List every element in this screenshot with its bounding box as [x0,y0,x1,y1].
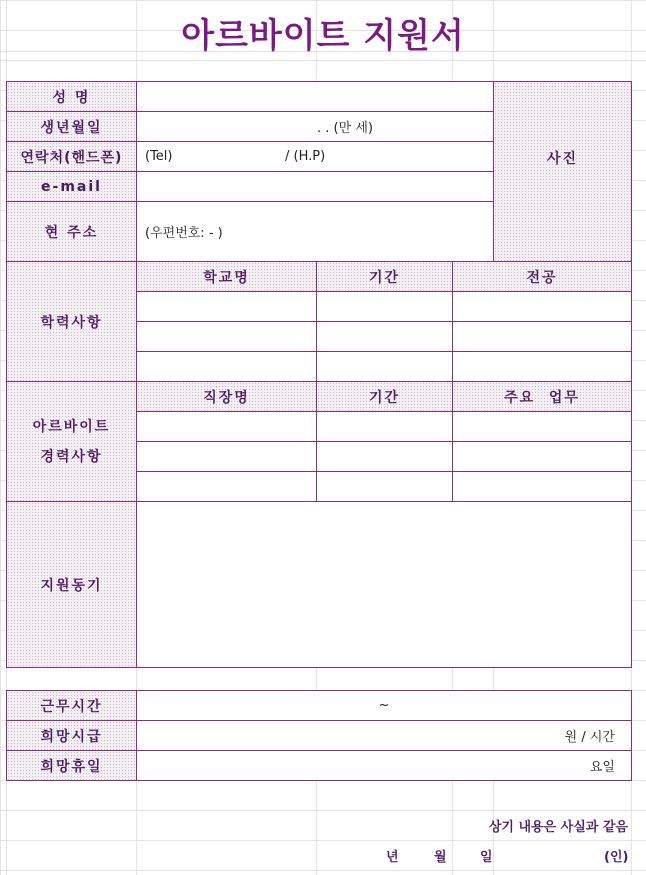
career-cell[interactable] [136,411,317,442]
wage-field[interactable]: 원 / 시간 [136,720,632,751]
career-cell[interactable] [316,471,453,502]
photo-box[interactable]: 사진 [493,81,632,262]
motivation-label: 지원동기 [6,501,137,668]
contact-label: 연락처(핸드폰) [6,141,137,172]
day-label: 일 [480,850,493,865]
month-label: 월 [434,850,447,865]
career-cell[interactable] [136,441,317,472]
hours-label: 근무시간 [6,690,137,721]
career-cell[interactable] [316,411,453,442]
education-cell[interactable] [452,321,632,352]
document-title: 아르바이트 지원서 [181,16,465,56]
seal-label: (인) [604,850,629,865]
career-label [6,381,137,502]
career-cell[interactable] [136,471,317,502]
career-cell[interactable] [452,411,632,442]
career-label-line1: 아르바이트 [32,418,111,435]
education-cell[interactable] [136,351,317,382]
education-cell[interactable] [136,291,317,322]
career-cell[interactable] [452,441,632,472]
career-cell[interactable] [452,471,632,502]
tel-label: (Tel) [145,149,173,164]
statement-text: 상기 내용은 사실과 같음 [488,820,628,835]
hp-label: / (H.P) [285,149,326,164]
email-field[interactable] [136,171,494,202]
email-label: e-mail [6,171,137,202]
education-cell[interactable] [452,291,632,322]
career-col-company: 직장명 [136,381,317,412]
education-cell[interactable] [452,351,632,382]
address-field[interactable]: (우편번호: - ) [136,201,494,262]
address-label: 현 주소 [6,201,137,262]
year-label: 년 [386,850,399,865]
education-label: 학력사항 [6,261,137,382]
education-cell[interactable] [136,321,317,352]
motivation-field[interactable] [136,501,632,668]
education-cell[interactable] [316,291,453,322]
birth-field[interactable]: . . (만 세) [136,111,494,142]
contact-field[interactable] [136,141,494,172]
career-label-line2: 경력사항 [40,448,103,465]
education-col-major: 전공 [452,261,632,292]
education-cell[interactable] [316,321,453,352]
education-col-period: 기간 [316,261,453,292]
holiday-field[interactable]: 요일 [136,750,632,781]
name-label: 성 명 [6,81,137,112]
career-col-period: 기간 [316,381,453,412]
education-cell[interactable] [316,351,453,382]
holiday-label: 희망휴일 [6,750,137,781]
hours-field[interactable]: ~ [136,690,632,721]
education-col-school: 학교명 [136,261,317,292]
name-field[interactable] [136,81,494,112]
career-col-duty: 주요 업무 [452,381,632,412]
wage-label: 희망시급 [6,720,137,751]
birth-label: 생년월일 [6,111,137,142]
career-cell[interactable] [316,441,453,472]
